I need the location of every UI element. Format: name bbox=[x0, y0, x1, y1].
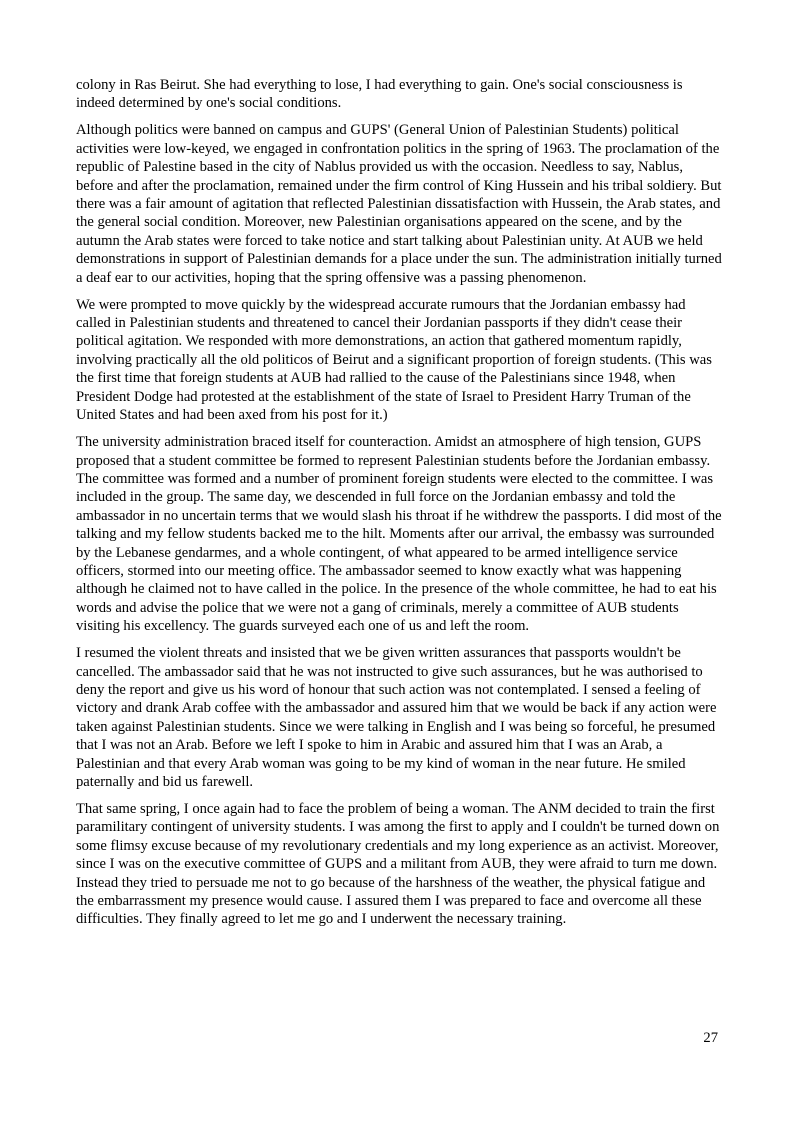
page-number: 27 bbox=[703, 1030, 718, 1046]
paragraph-5: I resumed the violent threats and insisted that we be given written assurances that passports wouldn't be cancelled. The ambassador said that he was not instructed to give such assurances, but he was authorised to deny the report and give us his word of honour that such action was not contemplated. I sensed a feeling of victory and drank Arab coffee with the ambassador and assured him that we would be back if any action were taken against Palestinian students. Since we were talking in English and I was being so forceful, he presumed that I was not an Arab. Before we left I spoke to him in Arabic and assured him that I was an Arab, a Palestinian and that every Arab woman was going to be my kind of woman in the near future. He smiled paternally and bid us farewell. bbox=[76, 645, 717, 790]
paragraph-6: That same spring, I once again had to face the problem of being a woman. The ANM decided to train the first paramilitary contingent of university students. I was among the first to apply and I couldn't be turned down on some flimsy excuse because of my revolutionary credentials and my long experience as an activist. Moreover, since I was on the executive committee of GUPS and a militant from AUB, they were afraid to turn me down. Instead they tried to persuade me not to go because of the harshness of the weather, the physical fatigue and the embarrassment my presence would cause. I assured them I was prepared to face and overcome all these difficulties. They finally agreed to let me go and I underwent the necessary training. bbox=[76, 801, 720, 928]
paragraph-1: colony in Ras Beirut. She had everything to lose, I had everything to gain. One's social consciousness is indeed determined by one's social conditions. bbox=[76, 77, 683, 112]
paragraph-4: The university administration braced itself for counteraction. Amidst an atmosphere of high tension, GUPS proposed that a student committee be formed to represent Palestinian students before the Jordanian embassy. The committee was formed and a number of prominent foreign students were elected to the committee. I was included in the group. The same day, we descended in full force on the Jordanian embassy and told the ambassador in no uncertain terms that we would slash his throat if he withdrew the passports. I did most of the talking and my fellow students backed me to the hilt. Moments after our arrival, the embassy was surrounded by the Lebanese gendarmes, and a whole contingent, of what appeared to be armed intelligence service officers, stormed into our meeting office. The ambassador seemed to know exactly what was happening although he claimed not to have called in the police. In the presence of the whole committee, he had to eat his words and advise the police that we were not a gang of criminals, merely a committee of AUB students visiting his excellency. The guards surveyed each one of us and left the room. bbox=[76, 434, 722, 635]
paragraph-3: We were prompted to move quickly by the widespread accurate rumours that the Jordanian embassy had called in Palestinian students and threatened to cancel their Jordanian passports if they didn't cease their political agitation. We responded with more demonstrations, an action that gathered momentum rapidly, involving practically all the old politicos of Beirut and a significant proportion of foreign students. (This was the first time that foreign students at AUB had rallied to the cause of the Palestinians since 1948, when President Dodge had protested at the establishment of the state of Israel to President Harry Truman of the United States and had been axed from his post for it.) bbox=[76, 296, 712, 424]
paragraph-2: Although politics were banned on campus and GUPS' (General Union of Palestinian Students) political activities were low-keyed, we engaged in confrontation politics in the spring of 1963. The proclamation of the republic of Palestine based in the city of Nablus provided us with the occasion. Needless to say, Nablus, before and after the proclamation, remained under the firm control of King Hussein and his tribal soldiery. But there was a fair amount of agitation that reflected Palestinian dissatisfaction with Hussein, the Arab states, and the general social condition. Moreover, new Palestinian organisations appeared on the scene, and by the autumn the Arab states were forced to take notice and start talking about Palestinian unity. At AUB we held demonstrations in support of Palestinian demands for a place under the sun. The administration initially turned a deaf ear to our activities, hoping that the spring offensive was a passing phenomenon. bbox=[76, 122, 722, 286]
body-text bbox=[76, 76, 722, 937]
